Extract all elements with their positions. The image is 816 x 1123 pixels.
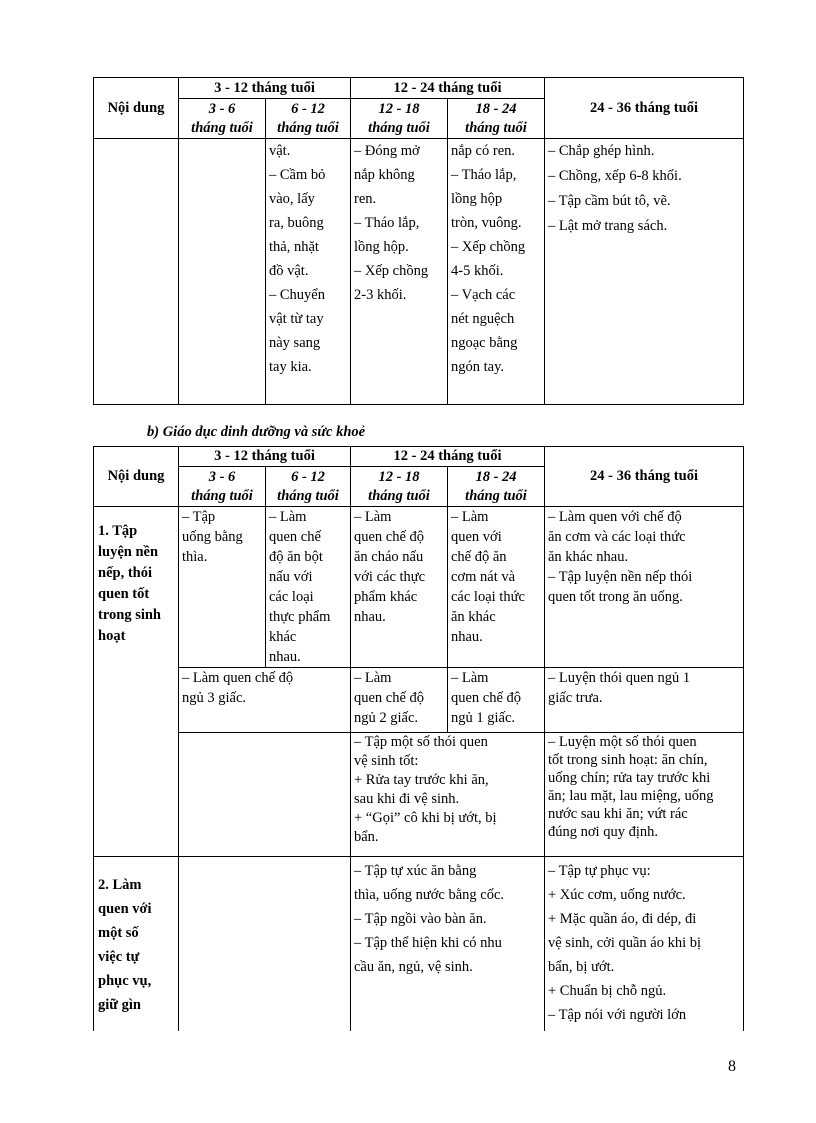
- header-content: Nội dung: [94, 78, 179, 139]
- header-24-36-months: 24 - 36 tháng tuổi: [545, 447, 744, 507]
- development-table-top: [93, 77, 744, 405]
- cell-sleep-18-24: – Làm quen chế độ ngủ 1 giấc.: [448, 668, 545, 733]
- cell-selfcare-12-24: – Tập tự xúc ăn bằng thìa, uống nước bằng cốc. – Tập ngồi vào bàn ăn. – Tập thể hiện khi có nhu cầu ăn, ngủ, vệ sinh.: [351, 857, 545, 1031]
- cell-sleep-24-36: – Luyện thói quen ngủ 1 giấc trưa.: [545, 668, 744, 733]
- cell-3-6-empty: [179, 139, 266, 405]
- header-3-12-months: 3 - 12 tháng tuổi: [179, 447, 351, 467]
- cell-sleep-12-18: – Làm quen chế độ ngủ 2 giấc.: [351, 668, 448, 733]
- cell-eating-12-18: – Làm quen chế độ ăn cháo nấu với các thực phẩm khác nhau.: [351, 507, 448, 668]
- cell-12-18: – Đóng mở nắp không ren. – Tháo lắp, lồng hộp. – Xếp chồng 2-3 khối.: [351, 139, 448, 405]
- cell-eating-6-12: – Làm quen chế độ ăn bột nấu với các loại thực phẩm khác nhau.: [266, 507, 351, 668]
- cell-6-12: vật. – Cầm bỏ vào, lấy ra, buông thả, nhặt đồ vật. – Chuyển vật từ tay này sang tay kia.: [266, 139, 351, 405]
- header-18-24-months: 18 - 24 tháng tuổi: [448, 99, 545, 139]
- header-18-24-months: 18 - 24 tháng tuổi: [448, 467, 545, 507]
- header-12-24-months: 12 - 24 tháng tuổi: [351, 78, 545, 99]
- category-self-care: 2. Làm quen với một số việc tự phục vụ, giữ gìn: [94, 857, 179, 1031]
- header-content: Nội dung: [94, 447, 179, 507]
- cell-24-36: – Chắp ghép hình. – Chồng, xếp 6-8 khối. – Tập cầm bút tô, vẽ. – Lật mở trang sách.: [545, 139, 744, 405]
- header-3-6-months: 3 - 6 tháng tuổi: [179, 467, 266, 507]
- cell-eating-24-36: – Làm quen với chế độ ăn cơm và các loại thức ăn khác nhau. – Tập luyện nền nếp thói quen tốt trong ăn uống.: [545, 507, 744, 668]
- cell-sleep-3-12: – Làm quen chế độ ngủ 3 giấc.: [179, 668, 351, 733]
- header-6-12-months: 6 - 12 tháng tuổi: [266, 467, 351, 507]
- cell-18-24: nắp có ren. – Tháo lắp, lồng hộp tròn, vuông. – Xếp chồng 4-5 khối. – Vạch các nét nguệch ngoạc bằng ngón tay.: [448, 139, 545, 405]
- page-number: 8: [728, 1058, 736, 1075]
- header-6-12-months: 6 - 12 tháng tuổi: [266, 99, 351, 139]
- cell-hygiene-24-36: – Luyện một số thói quen tốt trong sinh hoạt: ăn chín, uống chín; rửa tay trước khi ăn; lau mặt, lau miệng, uống nước sau khi ăn; vứt rác đúng nơi quy định.: [545, 733, 744, 857]
- header-12-24-months: 12 - 24 tháng tuổi: [351, 447, 545, 467]
- cell-hygiene-12-24: – Tập một số thói quen vệ sinh tốt: + Rửa tay trước khi ăn, sau khi đi vệ sinh. + “Gọi” cô khi bị ướt, bị bẩn.: [351, 733, 545, 857]
- cell-hygiene-3-12-empty: [179, 733, 351, 857]
- cell-selfcare-24-36: – Tập tự phục vụ: + Xúc cơm, uống nước. + Mặc quần áo, đi dép, đi vệ sinh, cởi quần áo khi bị bẩn, bị ướt. + Chuẩn bị chỗ ngủ. – Tập nói với người lớn: [545, 857, 744, 1031]
- nutrition-health-table: [93, 446, 744, 1031]
- header-12-18-months: 12 - 18 tháng tuổi: [351, 467, 448, 507]
- cell-eating-3-6: – Tập uống bằng thìa.: [179, 507, 266, 668]
- header-24-36-months: 24 - 36 tháng tuổi: [545, 78, 744, 139]
- cell-content-empty: [94, 139, 179, 405]
- header-3-12-months: 3 - 12 tháng tuổi: [179, 78, 351, 99]
- section-caption: b) Giáo dục dinh dưỡng và sức khoẻ: [147, 424, 366, 440]
- header-3-6-months: 3 - 6 tháng tuổi: [179, 99, 266, 139]
- category-healthy-habits: 1. Tập luyện nền nếp, thói quen tốt trong sinh hoạt: [94, 507, 179, 857]
- header-12-18-months: 12 - 18 tháng tuổi: [351, 99, 448, 139]
- cell-eating-18-24: – Làm quen với chế độ ăn cơm nát và các loại thức ăn khác nhau.: [448, 507, 545, 668]
- cell-selfcare-3-12-empty: [179, 857, 351, 1031]
